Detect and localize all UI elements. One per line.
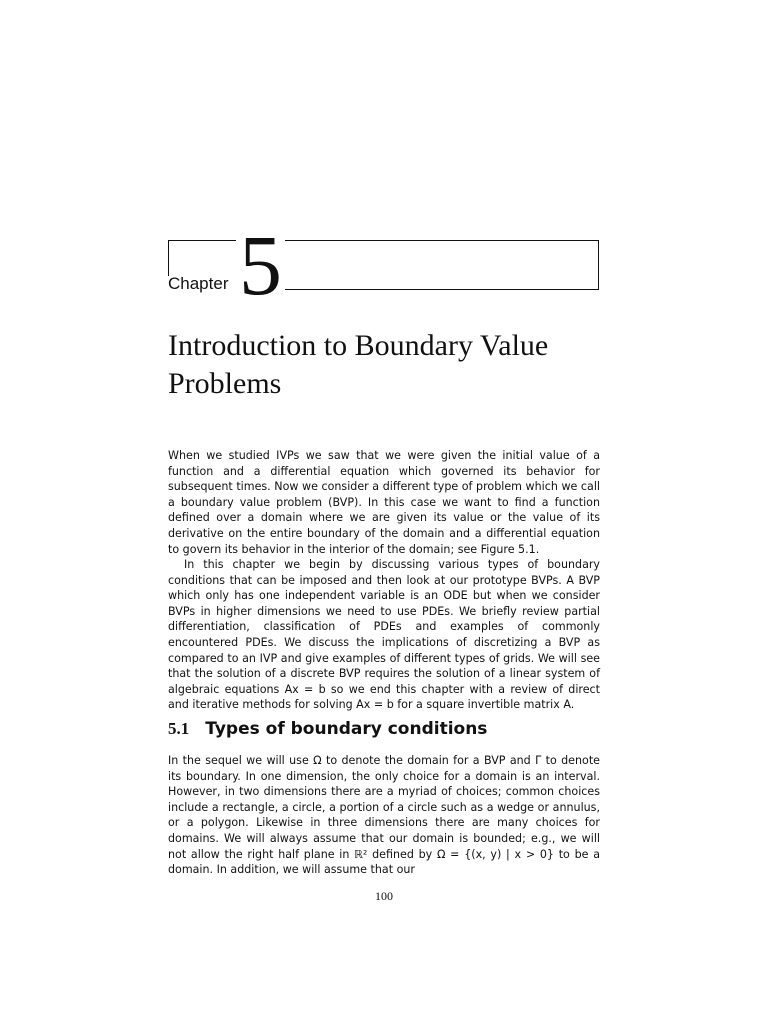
chapter-label: Chapter [168,274,229,293]
intro-paragraph: When we studied IVPs we saw that we were given the initial value of a function and a differential equation which governed its behavior for subsequent times. Now we consider a different type of problem which we call a boundary value problem (BVP). In this case we want to find a function defined over a domain where we are given its value or the value of its derivative on the entire boundary of the domain and a differential equation to govern its behavior in the interior of the domain; see Figure 5.1. [168,449,600,556]
chapter-number: 5 [236,222,285,308]
section-paragraph: In the sequel we will use Ω to denote the domain for a BVP and Γ to denote its boundary. In one dimension, the only choice for a domain is an interval. However, in two dimensions there are a myriad of choices; common choices include a rectangle, a circle, a portion of a circle such as a wedge or annulus, or a polygon. Likewise in three dimensions there are many choices for domains. We will always assume that our domain is bounded; e.g., we will not allow the right half plane in ℝ² defined by Ω = {(x, y) | x > 0} to be a domain. In addition, we will assume that our [168,754,600,877]
frame-line [280,289,599,290]
frame-line [277,240,599,241]
page-number: 100 [375,889,393,903]
frame-line [168,240,169,276]
section-heading [168,718,487,740]
section-title: Types of boundary conditions [205,719,488,739]
frame-line [598,240,599,290]
frame-line [168,240,238,241]
overview-paragraph: In this chapter we begin by discussing various types of boundary conditions that can be imposed and then look at our prototype BVPs. A BVP which only has one independent variable is an ODE but when we consider BVPs in higher dimensions we need to use PDEs. We briefly review partial differentiation, classification of PDEs and examples of commonly encountered PDEs. We discuss the implications of discretizing a BVP as compared to an IVP and give examples of different types of grids. We will see that the solution of a discrete BVP requires the solution of a linear system of algebraic equations Ax = b so we end this chapter with a review of direct and iterative methods for solving Ax = b for a square invertible matrix A. [168,558,600,712]
section-number: 5.1 [168,719,190,738]
chapter-header-frame [168,240,599,290]
chapter-title: Introduction to Boundary Value Problems [168,329,549,400]
